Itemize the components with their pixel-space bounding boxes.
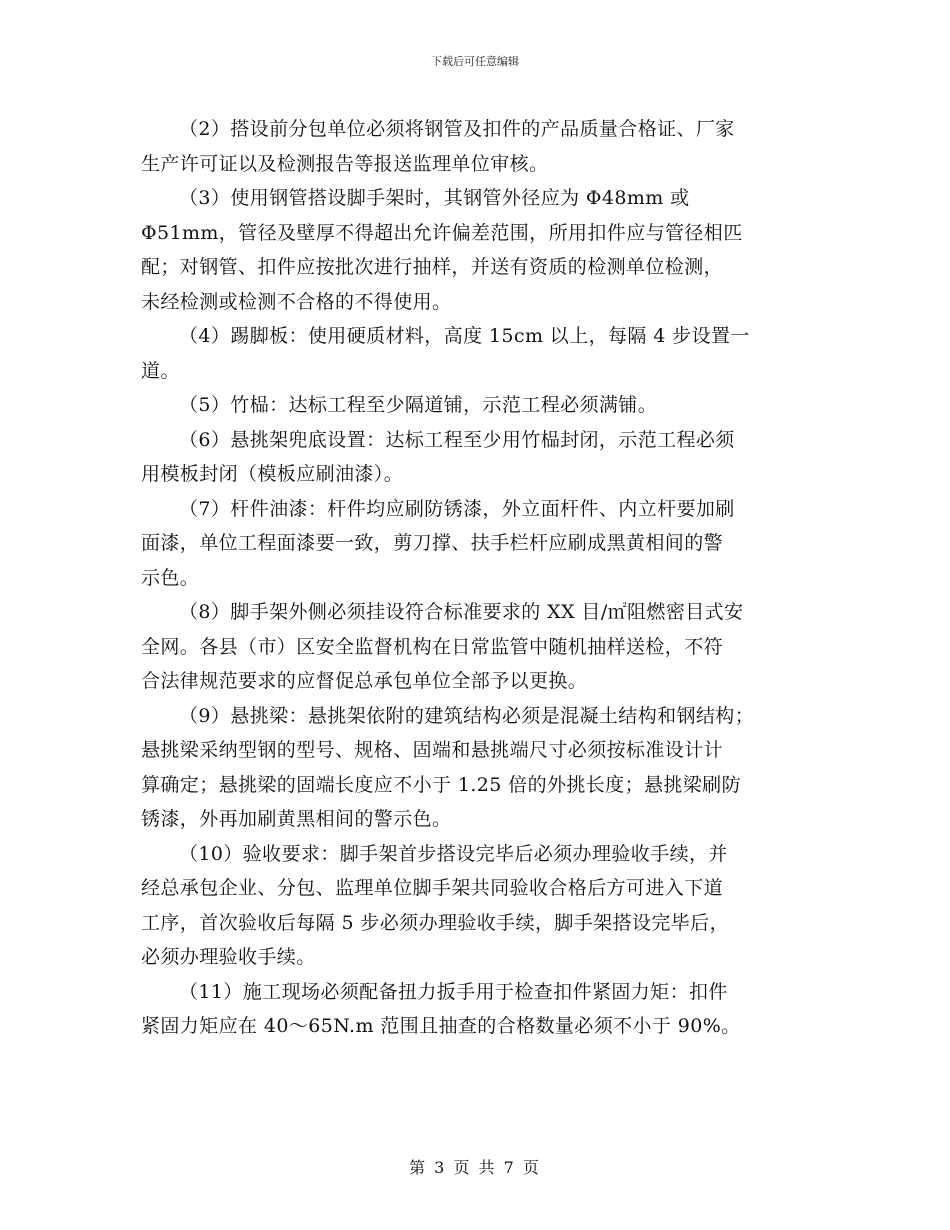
text-line: 生产许可证以及检测报告等报送监理单位审核。	[141, 152, 549, 175]
text-line: 经总承包企业、分包、监理单位脚手架共同验收合格后方可进入下道	[141, 877, 724, 899]
text-line: （9）悬挑梁：悬挑架依附的建筑结构必须是混凝土结构和钢结构；	[179, 704, 755, 727]
paragraph-5	[141, 388, 831, 423]
text-line: 用模板封闭（模板应刷油漆）。	[141, 463, 404, 485]
document-body	[141, 112, 831, 1044]
text-line: （10）验收要求：脚手架首步搭设完毕后必须办理验收手续，并	[179, 842, 728, 865]
text-line: 悬挑梁采纳型钢的型号、规格、固端和悬挑端尺寸必须按标准设计计	[141, 739, 724, 761]
text-line: （2）搭设前分包单位必须将钢管及扣件的产品质量合格证、厂家	[179, 118, 735, 140]
text-line: （6）悬挑架兜底设置：达标工程至少用竹榀封闭，示范工程必须	[179, 428, 735, 451]
paragraph-10	[141, 837, 831, 975]
text-line: （5）竹榀：达标工程至少隔道铺，示范工程必须满铺。	[179, 394, 658, 416]
text-line: Φ51mm，管径及壁厚不得超出允许偏差范围，所用扣件应与管径相匹	[141, 221, 743, 244]
text-line: 紧固力矩应在 40～65N.m 范围且抽查的合格数量必须不小于 90%。	[141, 1015, 741, 1037]
text-line: （4）踢脚板：使用硬质材料，高度 15cm 以上，每隔 4 步设置一	[179, 325, 750, 347]
paragraph-4	[141, 319, 831, 388]
text-line: （8）脚手架外侧必须挂设符合标准要求的 XX 目/㎡阻燃密目式安	[179, 601, 744, 623]
page-number-footer: 第 3 页 共 7 页	[409, 1158, 541, 1177]
text-line: （3）使用钢管搭设脚手架时，其钢管外径应为 Φ48mm 或	[179, 187, 690, 209]
text-line: 必须办理验收手续。	[141, 946, 316, 968]
paragraph-9	[141, 699, 831, 837]
text-line: 工序，首次验收后每隔 5 步必须办理验收手续，脚手架搭设完毕后，	[141, 911, 729, 934]
paragraph-3	[141, 181, 831, 319]
paragraph-11	[141, 975, 831, 1044]
header-note: 下载后可任意编辑	[431, 55, 519, 68]
text-line: 未经检测或检测不合格的不得使用。	[141, 290, 452, 313]
text-line: 道。	[141, 359, 180, 382]
text-line: 全网。各县（市）区安全监督机构在日常监管中随机抽样送检，不符	[141, 635, 724, 658]
text-line: 算确定；悬挑梁的固端长度应不小于 1.25 倍的外挑长度；悬挑梁刷防	[141, 773, 741, 796]
text-line: 合法律规范要求的应督促总承包单位全部予以更换。	[141, 670, 588, 692]
text-line: （11）施工现场必须配备扭力扳手用于检查扣件紧固力矩：扣件	[179, 980, 728, 1003]
text-line: 面漆，单位工程面漆要一致，剪刀撑、扶手栏杆应刷成黑黄相间的警	[141, 532, 724, 554]
paragraph-7	[141, 492, 831, 596]
paragraph-6	[141, 423, 831, 492]
text-line: （7）杆件油漆：杆件均应刷防锈漆，外立面杆件、内立杆要加刷	[179, 497, 735, 520]
paragraph-8	[141, 595, 831, 699]
text-line: 配；对钢管、扣件应按批次进行抽样，并送有资质的检测单位检测，	[141, 256, 724, 278]
text-line: 示色。	[141, 566, 200, 589]
paragraph-2	[141, 112, 831, 181]
text-line: 锈漆，外再加刷黄黑相间的警示色。	[141, 808, 452, 830]
